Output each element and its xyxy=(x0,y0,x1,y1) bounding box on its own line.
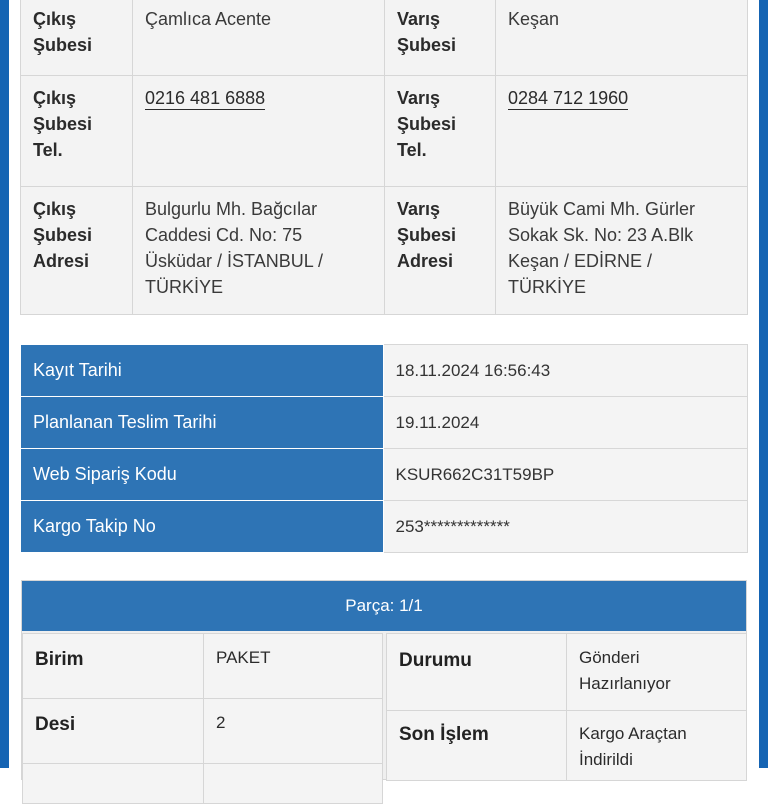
departure-branch-address: Bulgurlu Mh. Bağcılar Caddesi Cd. No: 75 Üsküdar / İSTANBUL / TÜRKİYE xyxy=(133,187,385,315)
part-status-table xyxy=(386,633,747,781)
tracking-number-value: 253************* xyxy=(383,501,747,553)
empty-cell xyxy=(23,764,204,804)
table-row xyxy=(21,345,747,397)
unit-value: PAKET xyxy=(204,634,383,699)
arrival-branch-phone-label: Varış Şubesi Tel. xyxy=(385,76,496,187)
arrival-branch-address-label: Varış Şubesi Adresi xyxy=(385,187,496,315)
table-row xyxy=(23,764,383,804)
last-operation-label: Son İşlem xyxy=(387,711,567,781)
table-row xyxy=(21,0,748,76)
departure-phone-cell xyxy=(133,76,385,187)
part-details-table xyxy=(22,633,383,804)
table-row xyxy=(387,634,747,711)
last-operation-value: Kargo Araçtan İndirildi xyxy=(567,711,747,781)
table-row xyxy=(21,397,747,449)
unit-label: Birim xyxy=(23,634,204,699)
planned-delivery-label: Planlanan Teslim Tarihi xyxy=(21,397,383,449)
shipment-info-table xyxy=(21,344,748,553)
departure-branch-value: Çamlıca Acente xyxy=(133,0,385,76)
tracking-number-label: Kargo Takip No xyxy=(21,501,383,553)
web-order-code-label: Web Sipariş Kodu xyxy=(21,449,383,501)
arrival-branch-label: Varış Şubesi xyxy=(385,0,496,76)
arrival-phone-cell xyxy=(496,76,748,187)
status-value: Gönderi Hazırlanıyor xyxy=(567,634,747,711)
part-panel xyxy=(21,580,747,780)
registration-date-value: 18.11.2024 16:56:43 xyxy=(383,345,747,397)
table-row xyxy=(387,711,747,781)
screen-edge-left xyxy=(0,0,9,768)
empty-cell xyxy=(204,764,383,804)
departure-branch-phone-link[interactable]: 0216 481 6888 xyxy=(145,88,266,108)
table-row xyxy=(21,76,748,187)
branch-info-table xyxy=(20,0,748,315)
departure-branch-label: Çıkış Şubesi xyxy=(21,0,133,76)
arrival-branch-phone-link[interactable]: 0284 712 1960 xyxy=(508,88,629,108)
table-row xyxy=(21,449,747,501)
arrival-branch-address: Büyük Cami Mh. Gürler Sokak Sk. No: 23 A.Blk Keşan / EDİRNE / TÜRKİYE xyxy=(496,187,748,315)
registration-date-label: Kayıt Tarihi xyxy=(21,345,383,397)
desi-value: 2 xyxy=(204,699,383,764)
table-row xyxy=(23,699,383,764)
departure-branch-address-label: Çıkış Şubesi Adresi xyxy=(21,187,133,315)
screen-edge-right xyxy=(759,0,768,768)
arrival-branch-value: Keşan xyxy=(496,0,748,76)
table-row xyxy=(23,634,383,699)
table-row xyxy=(21,187,748,315)
status-label: Durumu xyxy=(387,634,567,711)
part-header: Parça: 1/1 xyxy=(22,581,746,631)
planned-delivery-value: 19.11.2024 xyxy=(383,397,747,449)
web-order-code-value: KSUR662C31T59BP xyxy=(383,449,747,501)
desi-label: Desi xyxy=(23,699,204,764)
table-row xyxy=(21,501,747,553)
departure-branch-phone-label: Çıkış Şubesi Tel. xyxy=(21,76,133,187)
